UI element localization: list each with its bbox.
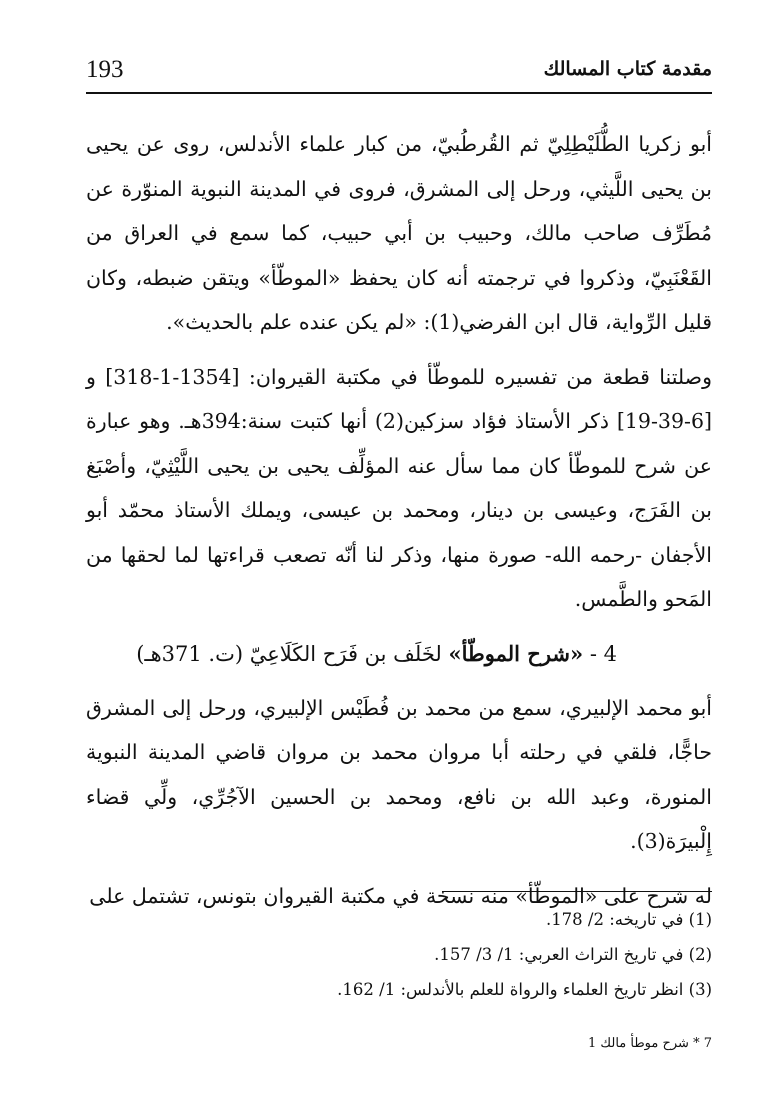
footnote-divider: [442, 891, 712, 892]
paragraph-2: وصلتنا قطعة من تفسيره للموطّأ في مكتبة القيروان: [1354-1-318] و [6-39-19] ذكر الأستاذ فؤاد سزكين(2) أنها كتبت سنة:394هـ. وهو عبارة عن شرح للموطّأ كان مما سأل عنه المؤلِّف يحيى بن يحيى اللَّيْثِيّ، وأصْبَغ بن الفَرَج، وعيسى بن دينار، ومحمد بن عيسى، ويملك الأستاذ محمّد أبو الأجفان -رحمه الله- صورة منها، وذكر لنا أنّه تصعب قراءتها لما لحقها من المَحو والطَّمس.: [86, 364, 712, 611]
footnote-2: (2) في تاريخ التراث العربي: 1/ 3/ 157.: [434, 945, 712, 964]
paragraph-4: له شرح على «الموطّأ» منه نسخة في مكتبة القيروان بتونس، تشتمل على: [89, 883, 712, 908]
section-heading-number: 4 -: [589, 641, 617, 666]
body-text: [86, 122, 712, 918]
paragraph-3: أبو محمد الإلبيري، سمع من محمد بن فُطَيْس الإلبيري، ورحل إلى المشرق حاجًّا، فلقي في رحلته أبا مروان محمد بن مروان قاضي المدينة النبوية المنورة، وعبد الله بن نافع، ومحمد بن الحسين الآجُرِّي، ولِّي قضاء إِلْبيرَة(3).: [86, 695, 712, 853]
section-heading-title: «شرح الموطّأ»: [448, 640, 584, 666]
footnote-3: (3) انظر تاريخ العلماء والرواة للعلم بالأندلس: 1/ 162.: [337, 980, 712, 999]
section-heading: [86, 632, 712, 676]
page-number: 193: [86, 56, 124, 83]
footnote-1: (1) في تاريخه: 2/ 178.: [545, 910, 712, 929]
printer-signature: 7 * شرح موطأ مالك 1: [587, 1036, 712, 1051]
running-title: مقدمة كتاب المسالك: [543, 58, 712, 80]
section-heading-rest: لخَلَف بن فَرَح الكَلَاعِيّ (ت. 371هـ): [136, 641, 442, 666]
page-header: [86, 56, 712, 94]
footnotes: [86, 891, 712, 1007]
paragraph-1: أبو زكريا الطُّلَيْطِلِيّ ثم القُرطُبيّ، من كبار علماء الأندلس، روى عن يحيى بن يحيى اللَّيثي، ورحل إلى المشرق، فروى في المدينة النبوية المنوّرة عن مُطَرِّف صاحب مالك، وحبيب بن أبي حبيب، كما سمع في العراق من القَعْنَبِيّ، وذكروا في ترجمته أنه كان يحفظ «الموطّأ» ويتقن ضبطه، وكان قليل الرِّواية، قال ابن الفرضي(1): «لم يكن عنده علم بالحديث».: [86, 132, 712, 334]
